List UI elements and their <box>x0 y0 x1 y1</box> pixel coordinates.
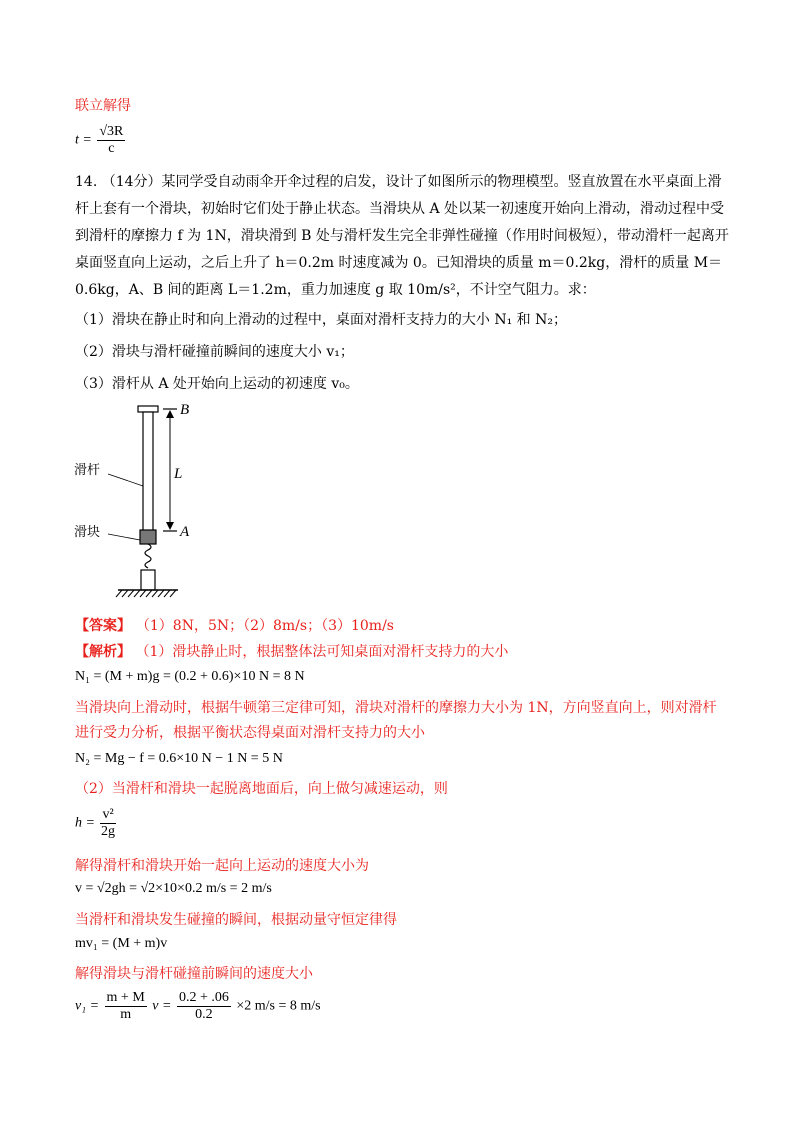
analysis-p1: （1）滑块静止时，根据整体法可知桌面对滑杆支持力的大小 <box>135 644 509 660</box>
leader-rod <box>108 474 143 486</box>
label-block: 滑块 <box>74 525 101 540</box>
problem-line-3: 到滑杆的摩擦力 f 为 1N，滑块滑到 B 处与滑杆发生完全非弹性碰撞（作用时间极短），带动滑杆一起离开 <box>75 228 729 244</box>
answer-text: （1）8N，5N；（2）8m/s；（3）10m/s <box>135 618 394 634</box>
ground-hatch <box>116 590 176 597</box>
analysis-p5: 当滑杆和滑块发生碰撞的瞬间，根据动量守恒定律得 <box>75 912 397 928</box>
problem-line-4: 桌面竖直向上运动，之后上升了 h＝0.2m 时速度减为 0。已知滑块的质量 m＝0.2kg，滑杆的质量 M＝ <box>75 255 723 271</box>
solve-heading: 联立解得 <box>75 98 131 114</box>
analysis-p2b: 进行受力分析，根据平衡状态得桌面对滑杆支持力的大小 <box>75 725 425 741</box>
eq-v1-tail: ×2 m/s = 8 m/s <box>236 998 321 1014</box>
answer-tag: 【答案】 <box>75 618 131 634</box>
eq-t-den: c <box>108 141 115 156</box>
label-l: L <box>174 466 183 482</box>
problem-line-1: 14. （14分）某同学受自动雨伞开伞过程的启发，设计了如图所示的物理模型。竖直放置在水平桌面上滑 <box>75 174 722 190</box>
label-a: A <box>180 524 190 540</box>
answer-line <box>75 616 394 636</box>
equation-t <box>75 124 127 157</box>
equation-v: v = √2gh = √2×10×0.2 m/s = 2 m/s <box>75 881 272 896</box>
problem-line-2: 杆上套有一个滑块，初始时它们处于静止状态。当滑块从 A 处以某一初速度开始向上滑动，滑动过程中受 <box>75 201 725 217</box>
eq-h-lhs: h = <box>75 815 95 831</box>
problem-line-5: 0.6kg，A、B 间的距离 L＝1.2m，重力加速度 g 取 10m/s²，不计空气阻力。求： <box>75 282 596 298</box>
question-2: （2）滑块与滑杆碰撞前瞬间的速度大小 v₁； <box>75 344 354 360</box>
eq-v1-den2: 0.2 <box>195 1007 213 1022</box>
eq-v1-num1: m + M <box>106 990 145 1005</box>
arrow-head-up <box>166 410 174 418</box>
rod-top-cap <box>138 406 158 412</box>
analysis-line-1 <box>75 642 508 662</box>
leader-block <box>108 534 140 540</box>
rod-base <box>141 570 155 590</box>
analysis-p3: （2）当滑杆和滑块一起脱离地面后，向上做匀减速运动，则 <box>75 781 448 797</box>
eq-v1-lhs: v₁ = <box>75 998 100 1014</box>
equation-n1: N₁ = (M + m)g = (0.2 + 0.6)×10 N = 8 N <box>75 669 305 684</box>
label-b: B <box>180 402 190 418</box>
equation-v1 <box>75 990 321 1023</box>
label-rod: 滑杆 <box>74 463 101 478</box>
eq-v1-num2: 0.2 + .06 <box>178 990 229 1005</box>
equation-n2: N₂ = Mg − f = 0.6×10 N − 1 N = 5 N <box>75 751 283 766</box>
analysis-p4: 解得滑杆和滑块开始一起向上运动的速度大小为 <box>75 858 369 874</box>
analysis-p6: 解得滑块与滑杆碰撞前瞬间的速度大小 <box>75 966 313 982</box>
eq-v1-mid: v = <box>152 998 172 1014</box>
question-3: （3）滑杆从 A 处开始向上运动的初速度 v₀。 <box>75 376 359 392</box>
eq-t-lhs: t = <box>75 132 92 148</box>
eq-h-num: v² <box>102 807 114 822</box>
eq-h-den: 2g <box>101 824 116 839</box>
arrow-head-down <box>166 522 174 530</box>
spring <box>145 544 151 568</box>
rod-block-figure <box>70 398 240 608</box>
analysis-p2a: 当滑块向上滑动时，根据牛顿第三定律可知，滑块对滑杆的摩擦力大小为 1N，方向竖直向上，则对滑杆 <box>75 700 717 716</box>
equation-momentum: mv₁ = (M + m)v <box>75 936 168 951</box>
equation-h <box>75 807 118 840</box>
question-1: （1）滑块在静止时和向上滑动的过程中，桌面对滑杆支持力的大小 N₁ 和 N₂； <box>75 312 567 328</box>
block <box>140 530 156 544</box>
rod <box>143 412 153 538</box>
eq-v1-den1: m <box>120 1007 132 1022</box>
eq-t-num: √3R <box>99 124 124 139</box>
analysis-tag: 【解析】 <box>75 644 131 660</box>
